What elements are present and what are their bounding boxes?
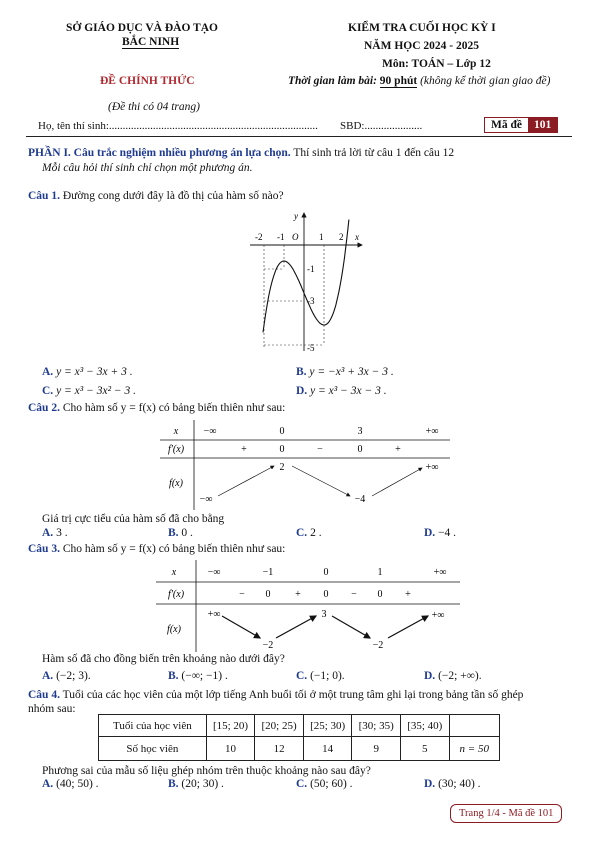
origin-label: O: [292, 232, 299, 242]
q1-option-b[interactable]: B. y = −x³ + 3x − 3 .: [296, 366, 394, 378]
time-note: (không kể thời gian giao đề): [420, 75, 551, 87]
svg-text:−1: −1: [262, 567, 274, 578]
q4-option-d[interactable]: D. (30; 40) .: [424, 778, 481, 790]
q4-text: Tuổi của các học viên của một lớp tiếng Anh buổi tối ở một trung tâm ghi lại trong bảng tần số ghép: [62, 689, 524, 701]
svg-text:0: 0: [357, 444, 363, 455]
exam-title: KIỂM TRA CUỐI HỌC KỲ I: [348, 22, 496, 34]
svg-text:+∞: +∞: [425, 462, 439, 473]
header-divider: [26, 136, 572, 137]
table-row: Số học viên 10 12 14 9 5 n = 50: [99, 737, 500, 761]
svg-text:+∞: +∞: [433, 567, 447, 578]
svg-text:1: 1: [377, 567, 383, 578]
svg-text:−∞: −∞: [199, 494, 213, 505]
time-value: 90 phút: [379, 75, 418, 87]
tick-y-neg5: -5: [307, 343, 315, 353]
q3-question: Hàm số đã cho đồng biến trên khoảng nào dưới đây?: [42, 653, 285, 665]
q1-option-a[interactable]: A. y = x³ − 3x + 3 .: [42, 366, 133, 378]
q1-option-d[interactable]: D. y = x³ − 3x − 3 .: [296, 385, 387, 397]
page-footer: Trang 1/4 - Mã đề 101: [450, 804, 562, 823]
svg-text:3: 3: [357, 426, 363, 437]
q4-label: Câu 4.: [28, 689, 60, 701]
part1-desc2: Mỗi câu hỏi thí sinh chỉ chọn một phương án.: [42, 162, 253, 174]
svg-text:3: 3: [321, 609, 327, 620]
cubic-curve: [263, 220, 349, 333]
svg-text:f′(x): f′(x): [167, 589, 185, 600]
svg-text:x: x: [171, 567, 177, 578]
svg-text:+: +: [405, 589, 411, 600]
svg-text:+: +: [295, 589, 301, 600]
svg-text:−∞: −∞: [203, 426, 217, 437]
q2-question: Giá trị cực tiểu của hàm số đã cho bằng: [42, 513, 225, 525]
tick-x-2: 2: [339, 232, 344, 242]
exam-code-label: Mã đề: [491, 119, 522, 131]
tick-x-1: 1: [319, 232, 324, 242]
svg-text:−: −: [351, 589, 357, 600]
svg-text:−2: −2: [372, 640, 384, 651]
q2-variation-table: [160, 420, 450, 510]
dept-line2: BẮC NINH: [122, 36, 180, 48]
q2-option-b[interactable]: B. 0 .: [168, 527, 193, 539]
time-line: [288, 75, 550, 87]
svg-text:x: x: [173, 426, 179, 437]
q1-text: Đường cong dưới đây là đồ thị của hàm số nào?: [62, 190, 284, 202]
svg-text:+∞: +∞: [431, 610, 445, 621]
q3-text: Cho hàm số y = f(x) có bảng biến thiên như sau:: [62, 543, 286, 555]
q3-option-b[interactable]: B. (−∞; −1) .: [168, 670, 228, 682]
school-year: NĂM HỌC 2024 - 2025: [364, 40, 479, 52]
q4-option-a[interactable]: A. (40; 50) .: [42, 778, 99, 790]
part1-heading: [28, 147, 454, 159]
official-label: ĐỀ CHÍNH THỨC: [100, 75, 195, 87]
q3-stem: [28, 543, 285, 555]
svg-text:0: 0: [323, 567, 329, 578]
part1-title: PHẦN I. Câu trắc nghiệm nhiều phương án lựa chọn.: [28, 147, 291, 159]
time-label: Thời gian làm bài:: [288, 75, 377, 87]
svg-text:−: −: [317, 444, 323, 455]
svg-text:+∞: +∞: [207, 609, 221, 620]
q2-text: Cho hàm số y = f(x) có bảng biến thiên như sau:: [62, 402, 286, 414]
q1-label: Câu 1.: [28, 190, 60, 202]
svg-text:f′(x): f′(x): [167, 444, 185, 455]
q2-option-a[interactable]: A. 3 .: [42, 527, 68, 539]
svg-text:2: 2: [279, 462, 285, 473]
q2-option-c[interactable]: C. 2 .: [296, 527, 322, 539]
tick-y-neg3: -3: [307, 296, 315, 306]
dept-line1: SỞ GIÁO DỤC VÀ ĐÀO TẠO: [66, 22, 218, 34]
tick-y-neg1: -1: [307, 264, 315, 274]
svg-text:−4: −4: [354, 494, 366, 505]
q1-stem: [28, 190, 284, 202]
q4-question: Phương sai của mẫu số liệu ghép nhóm trên thuộc khoảng nào sau đây?: [42, 765, 371, 777]
tick-x-neg2: -2: [255, 232, 263, 242]
svg-text:−: −: [239, 589, 245, 600]
q4-stem: [28, 689, 523, 701]
pages-note: (Đề thi có 04 trang): [108, 101, 200, 113]
q3-option-c[interactable]: C. (−1; 0).: [296, 670, 345, 682]
q3-option-a[interactable]: A. (−2; 3).: [42, 670, 91, 682]
svg-text:f(x): f(x): [167, 624, 181, 635]
q4-option-b[interactable]: B. (20; 30) .: [168, 778, 224, 790]
sbd-line: SBD:.....................: [340, 120, 423, 132]
q2-stem: [28, 402, 285, 414]
name-line: Họ, tên thí sinh:............................................................................: [38, 120, 318, 132]
y-axis-label: y: [294, 211, 298, 221]
q3-variation-table: [156, 560, 460, 652]
svg-text:−∞: −∞: [207, 567, 221, 578]
svg-text:0: 0: [279, 444, 285, 455]
svg-text:0: 0: [279, 426, 285, 437]
svg-text:0: 0: [377, 589, 383, 600]
q3-option-d[interactable]: D. (−2; +∞).: [424, 670, 482, 682]
q4-text2: nhóm sau:: [28, 703, 76, 715]
subject-line: Môn: TOÁN – Lớp 12: [382, 58, 491, 70]
exam-code-box: [484, 117, 558, 133]
x-axis-label: x: [355, 232, 359, 242]
svg-text:−2: −2: [262, 640, 274, 651]
exam-code-value: 101: [528, 118, 557, 132]
part1-desc: Thí sinh trả lời từ câu 1 đến câu 12: [290, 147, 455, 159]
q3-label: Câu 3.: [28, 543, 60, 555]
svg-text:0: 0: [323, 589, 329, 600]
svg-text:f(x): f(x): [169, 478, 183, 489]
q2-label: Câu 2.: [28, 402, 60, 414]
q1-option-c[interactable]: C. y = x³ − 3x² − 3 .: [42, 385, 137, 397]
svg-text:0: 0: [265, 589, 271, 600]
q4-frequency-table: Tuổi của học viên [15; 20) [20; 25) [25; 30) [30; 35) [35; 40) Số học viên 10 12 14 9 5 n = 50: [98, 714, 500, 761]
q2-option-d[interactable]: D. −4 .: [424, 527, 457, 539]
svg-text:+∞: +∞: [425, 426, 439, 437]
tick-x-neg1: -1: [277, 232, 285, 242]
q4-option-c[interactable]: C. (50; 60) .: [296, 778, 353, 790]
svg-text:+: +: [395, 444, 401, 455]
q1-graph: [240, 205, 370, 355]
svg-text:+: +: [241, 444, 247, 455]
